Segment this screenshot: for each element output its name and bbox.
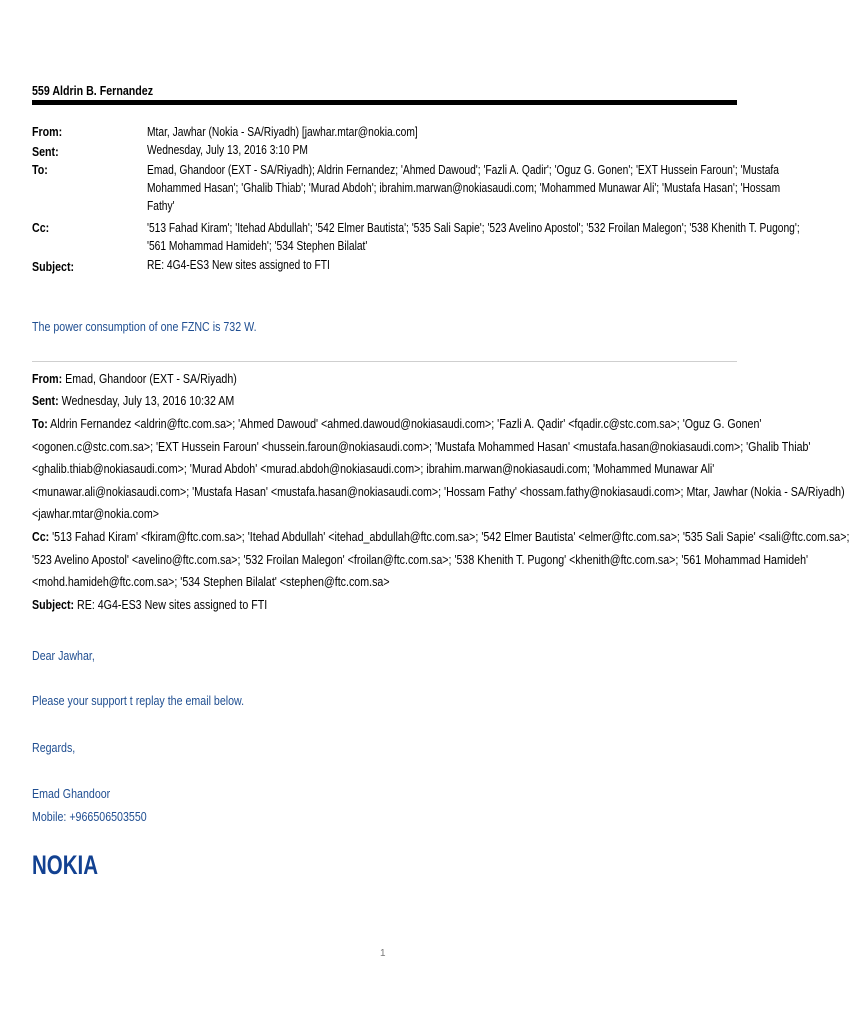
logo-text: NOKIA	[32, 850, 98, 880]
signature-name: Emad Ghandoor	[32, 786, 111, 801]
sent-label: Sent:	[32, 144, 59, 159]
quoted-cc-line: <mohd.hamideh@ftc.com.sa>; '534 Stephen Bilalat' <stephen@ftc.com.sa>	[32, 574, 390, 589]
quoted-from	[32, 368, 237, 391]
signature-mobile: Mobile: +966506503550	[32, 809, 147, 824]
from-value: Mtar, Jawhar (Nokia - SA/Riyadh) [jawhar.mtar@nokia.com]	[147, 125, 418, 139]
page-number: 1	[380, 948, 386, 959]
cc-label: Cc:	[32, 220, 50, 235]
to-line: Fathy'	[147, 199, 175, 213]
to-line: Mohammed Hasan'; 'Ghalib Thiab'; 'Murad Abdoh'; ibrahim.marwan@nokiasaudi.com; 'Mohammed Munawar Ali'; 'Mustafa Hasan'; 'Hossam	[147, 181, 781, 195]
sent-value: Wednesday, July 13, 2016 3:10 PM	[147, 143, 308, 157]
to-label: To:	[32, 162, 48, 177]
quote-divider	[32, 361, 737, 362]
quoted-sent-value: Wednesday, July 13, 2016 10:32 AM	[58, 393, 235, 408]
quoted-cc	[32, 526, 849, 549]
quoted-sent	[32, 390, 234, 413]
quoted-from-label: From:	[32, 371, 63, 386]
quoted-subject	[32, 594, 267, 617]
message-text: Please your support t replay the email below.	[32, 693, 245, 708]
quoted-cc-line: '523 Avelino Apostol' <avelino@ftc.com.sa>; '532 Froilan Malegon' <froilan@ftc.com.sa>; '538 Khenith T. Pugong' <khenith@ftc.com.sa>; '561 Mohammad Hamideh'	[32, 552, 809, 567]
title-rule	[32, 100, 737, 105]
quoted-to-label: To:	[32, 416, 48, 431]
quoted-subject-value: RE: 4G4-ES3 New sites assigned to FTI	[74, 597, 268, 612]
quoted-from-value: Emad, Ghandoor (EXT - SA/Riyadh)	[62, 371, 237, 386]
quoted-to-line: <ghalib.thiab@nokiasaudi.com>; 'Murad Abdoh' <murad.abdoh@nokiasaudi.com>; ibrahim.marwan@nokiasaudi.com; 'Mohammed Munawar Ali'	[32, 461, 715, 476]
quoted-to-line: <ogonen.c@stc.com.sa>; 'EXT Hussein Faroun' <hussein.faroun@nokiasaudi.com>; 'Mustafa Mohammed Hasan' <mustafa.hasan@nokiasaudi.com>; 'Ghalib Thiab'	[32, 439, 811, 454]
quoted-to-line: <munawar.ali@nokiasaudi.com>; 'Mustafa Hasan' <mustafa.hasan@nokiasaudi.com>; 'Hossam Fathy' <hossam.fathy@nokiasaudi.com>; Mtar, Jawhar (Nokia - SA/Riyadh)	[32, 484, 845, 499]
quoted-to-line: <jawhar.mtar@nokia.com>	[32, 506, 159, 521]
subject-label: Subject:	[32, 259, 75, 274]
from-label: From:	[32, 124, 63, 139]
greeting: Dear Jawhar,	[32, 648, 95, 663]
cc-line: '561 Mohammad Hamideh'; '534 Stephen Bilalat'	[147, 239, 368, 253]
cc-line: '513 Fahad Kiram'; 'Itehad Abdullah'; '542 Elmer Bautista'; '535 Sali Sapie'; '523 Avelino Apostol'; '532 Froilan Malegon'; '538 Khenith T. Pugong';	[147, 221, 800, 235]
quoted-to-line: Aldrin Fernandez <aldrin@ftc.com.sa>; 'Ahmed Dawoud' <ahmed.dawoud@nokiasaudi.com>; 'Fazli A. Qadir' <fqadir.c@stc.com.sa>; 'Oguz G. Gonen'	[47, 416, 762, 431]
to-line: Emad, Ghandoor (EXT - SA/Riyadh); Aldrin Fernandez; 'Ahmed Dawoud'; 'Fazli A. Qadir'; 'Oguz G. Gonen'; 'EXT Hussein Faroun'; 'Mustafa	[147, 163, 779, 177]
quoted-sent-label: Sent:	[32, 393, 59, 408]
closing: Regards,	[32, 740, 76, 755]
quoted-to	[32, 413, 761, 436]
body-text: The power consumption of one FZNC is 732 W.	[32, 319, 257, 334]
document-title: 559 Aldrin B. Fernandez	[32, 83, 154, 98]
subject-value: RE: 4G4-ES3 New sites assigned to FTI	[147, 258, 330, 272]
quoted-cc-line: '513 Fahad Kiram' <fkiram@ftc.com.sa>; 'Itehad Abdullah' <itehad_abdullah@ftc.com.sa>; '542 Elmer Bautista' <elmer@ftc.com.sa>; '535 Sali Sapie' <sali@ftc.com.sa>;	[49, 529, 849, 544]
quoted-cc-label: Cc:	[32, 529, 50, 544]
quoted-subject-label: Subject:	[32, 597, 75, 612]
nokia-logo	[32, 848, 112, 883]
